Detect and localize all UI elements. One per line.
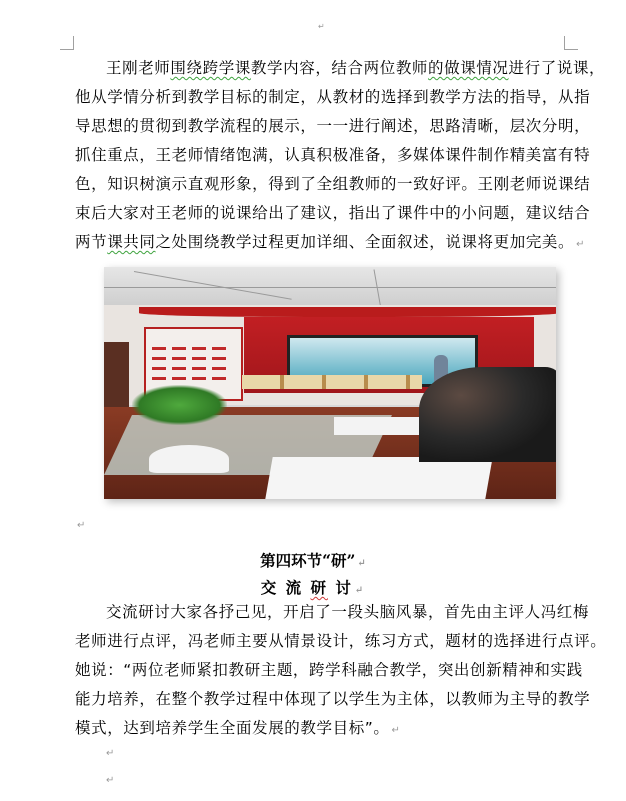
text-run: 王刚老师 [106,59,171,77]
photo-notebook [334,417,424,435]
text-line: 交流研讨大家各抒己见，开启了一段头脑风暴，首先由主评人冯红梅 [106,603,590,621]
photo-detail [104,287,556,288]
section-title [0,549,626,571]
paragraph-mark: ↵ [357,558,366,569]
text-line: 束后大家对王老师的说课给出了建议，指出了课件中的小问题，建议结合 [75,204,591,222]
grammar-flag[interactable]: 围绕跨学课 [170,59,251,77]
photo-plant [132,385,227,425]
subtitle-run: 讨 [328,578,353,597]
paragraph-mark: ↵ [576,239,586,250]
page-corner-top-left [60,36,74,50]
text-run: 两节 [75,233,108,251]
text-line: 抓住重点，王老师情绪饱满，认真积极准备，多媒体课件制作精美富有特 [75,146,591,164]
text-run: 之处围绕教学过程更加详细、全面叙述，说课将更加完美。 [155,233,575,251]
text-line [75,232,585,252]
section-subtitle [0,576,626,598]
grammar-flag[interactable]: 课共同 [107,233,156,251]
photo-ceiling [104,267,556,305]
header-paragraph-mark: ↵ [318,22,325,31]
section-title-text: 第四环节“研” [260,551,356,570]
subtitle-run: 交 流 [260,578,311,597]
text-line: 色，知识树演示直观形象，得到了全组教师的一致好评。王刚老师说课结 [75,175,591,193]
photo-white-cap [149,445,229,473]
paragraph-mark: ↵ [77,520,86,531]
text-line: 老师进行点评，冯老师主要从情景设计，练习方式，题材的选择进行点评。 [75,632,607,650]
text-run: 模式，达到培养学生全面发展的教学目标”。 [75,719,390,737]
photo-red-banner [139,307,556,317]
paragraph-mark: ↵ [354,585,366,596]
paragraph-mark: ↵ [106,775,115,786]
meeting-photo[interactable] [104,267,556,499]
paragraph-mark: ↵ [391,725,401,736]
photo-documents [265,457,492,499]
page-corner-top-right [564,36,578,50]
text-line [75,718,401,738]
spelling-flag[interactable]: 研 [310,578,328,597]
text-line: 她说：“两位老师紧扣教研主题，跨学科融合教学，突出创新精神和实践 [75,661,583,679]
photo-award-plaques [242,375,422,389]
grammar-flag[interactable]: 的做课情况 [428,59,509,77]
text-line: 导思想的贯彻到教学流程的展示，一一进行阐述，思路清晰，层次分明， [75,117,591,135]
text-line [106,58,605,78]
photo-seated-teacher [419,367,556,462]
text-run: 教学内容，结合两位教师 [250,59,429,77]
paragraph-mark: ↵ [106,748,115,759]
text-line: 能力培养，在整个教学过程中体现了以学生为主体，以教师为主导的教学 [75,690,591,708]
text-run: 进行了说课， [508,59,606,77]
text-line: 他从学情分析到教学目标的制定，从教材的选择到教学方法的指导，从指 [75,88,591,106]
